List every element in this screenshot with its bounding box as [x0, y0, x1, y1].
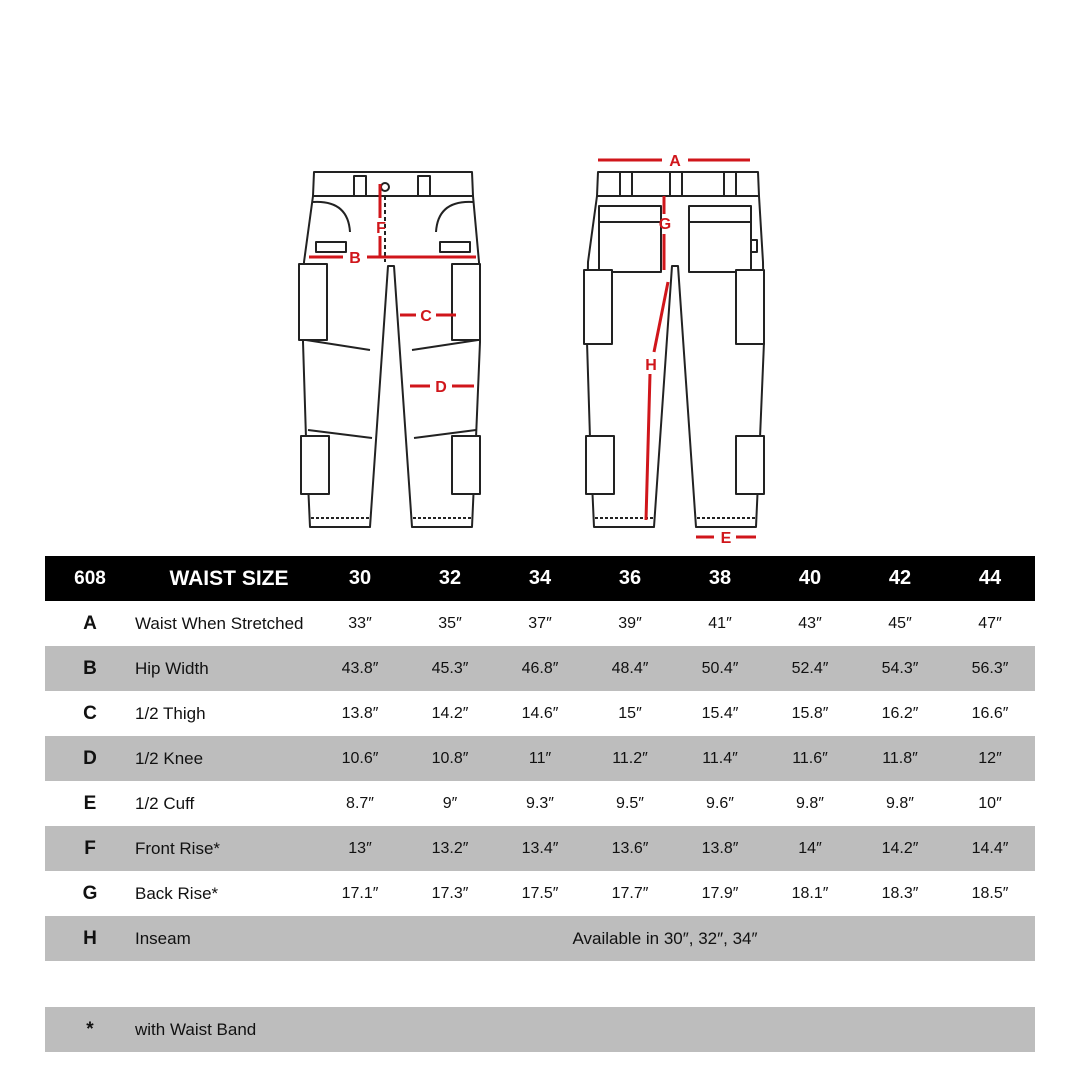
table-row: [45, 601, 1035, 646]
measure-cell: 13.4″: [521, 840, 559, 857]
row-letter: H: [83, 928, 97, 949]
label-h: H: [645, 357, 657, 374]
measure-cell: 17.1″: [341, 885, 379, 902]
measure-cell: 45″: [888, 615, 912, 632]
measure-cell: 17.5″: [521, 885, 559, 902]
measure-cell: 9.5″: [616, 795, 644, 812]
front-view-pants: [299, 172, 480, 527]
measure-cell: 13.6″: [611, 840, 649, 857]
label-f: F: [376, 220, 386, 237]
footnote-row: [45, 1007, 1035, 1052]
measure-cell: 11.6″: [792, 750, 828, 767]
label-a: A: [669, 153, 681, 170]
table-row: [45, 736, 1035, 781]
row-label: 1/2 Cuff: [135, 794, 195, 813]
size-header: 44: [978, 567, 1002, 589]
size-chart-table: [45, 556, 1035, 1052]
label-d: D: [435, 379, 447, 396]
measure-cell: 33″: [348, 615, 372, 632]
measure-cell: 45.3″: [431, 660, 469, 677]
measure-cell: 8.7″: [346, 795, 374, 812]
measure-cell: 13.2″: [431, 840, 469, 857]
measure-cell: 9.6″: [706, 795, 734, 812]
table-row: [45, 691, 1035, 736]
measure-cell: 18.3″: [881, 885, 919, 902]
table-spacer: [45, 961, 1035, 1007]
measure-cell: 10.8″: [431, 750, 469, 767]
measure-cell: 15″: [618, 705, 642, 722]
label-b: B: [349, 250, 361, 267]
measure-cell: 9.3″: [526, 795, 554, 812]
measure-cell: 9.8″: [886, 795, 914, 812]
label-e: E: [720, 530, 732, 547]
measure-cell: 9.8″: [796, 795, 824, 812]
label-c: C: [420, 308, 432, 325]
table-row-inseam: [45, 916, 1035, 961]
size-header: 38: [708, 567, 732, 589]
measure-cell: 10.6″: [341, 750, 379, 767]
size-header: 36: [618, 567, 642, 589]
row-letter: B: [83, 658, 97, 679]
row-letter: E: [83, 793, 97, 814]
measure-cell: 50.4″: [701, 660, 739, 677]
table-row: [45, 646, 1035, 691]
measure-cell: 13.8″: [701, 840, 739, 857]
measure-cell: 11.4″: [702, 750, 738, 767]
measure-cell: 15.4″: [701, 705, 739, 722]
measure-cell: 18.5″: [971, 885, 1009, 902]
row-letter: A: [83, 613, 97, 634]
measure-cell: 14.6″: [521, 705, 559, 722]
measure-cell: 43″: [798, 615, 822, 632]
measure-cell: 11.8″: [882, 750, 918, 767]
row-label: 1/2 Thigh: [135, 704, 206, 723]
size-header: 32: [438, 567, 462, 589]
measure-cell: 17.7″: [611, 885, 649, 902]
measure-cell: 11.2″: [612, 750, 648, 767]
measure-cell: 13″: [348, 840, 372, 857]
waist-size-heading: WAIST SIZE: [169, 567, 289, 590]
measure-cell: 17.3″: [431, 885, 469, 902]
measure-cell: 48.4″: [611, 660, 649, 677]
measure-cell: 16.6″: [971, 705, 1009, 722]
row-label: Front Rise*: [135, 839, 221, 858]
row-letter: G: [82, 883, 98, 904]
measure-cell: 14.2″: [431, 705, 469, 722]
measure-cell: 39″: [618, 615, 642, 632]
measure-cell: 52.4″: [791, 660, 829, 677]
measure-cell: 11″: [528, 750, 552, 767]
measure-cell: 16.2″: [881, 705, 919, 722]
measure-cell: 17.9″: [701, 885, 739, 902]
measure-cell: 14″: [798, 840, 822, 857]
measure-cell: 13.8″: [341, 705, 379, 722]
measure-cell: 37″: [528, 615, 552, 632]
row-label: Waist When Stretched: [135, 614, 304, 633]
measure-cell: 14.4″: [971, 840, 1009, 857]
measure-cell: 43.8″: [341, 660, 379, 677]
footnote-marker: *: [86, 1019, 94, 1040]
measure-cell: 18.1″: [791, 885, 829, 902]
measure-cell: 15.8″: [791, 705, 829, 722]
measure-cell: 35″: [438, 615, 462, 632]
table-row: [45, 826, 1035, 871]
inseam-availability-note: Available in 30″, 32″, 34″: [572, 929, 758, 948]
row-letter: C: [83, 703, 97, 724]
measure-cell: 12″: [978, 750, 1002, 767]
style-number: 608: [74, 568, 106, 589]
table-header-row: [45, 556, 1035, 601]
size-header: 30: [348, 567, 372, 589]
measure-cell: 9″: [442, 795, 458, 812]
row-letter: D: [83, 748, 97, 769]
size-header: 34: [528, 567, 552, 589]
measure-cell: 54.3″: [881, 660, 919, 677]
row-label: Hip Width: [135, 659, 209, 678]
measure-cell: 56.3″: [971, 660, 1009, 677]
measure-cell: 46.8″: [521, 660, 559, 677]
table-row: [45, 871, 1035, 916]
back-view-pants: [584, 172, 764, 527]
measure-cell: 10″: [978, 795, 1002, 812]
row-letter: F: [84, 838, 96, 859]
table-row: [45, 781, 1035, 826]
row-label: 1/2 Knee: [135, 749, 204, 768]
footnote-text: with Waist Band: [135, 1020, 257, 1039]
measure-cell: 41″: [708, 615, 732, 632]
row-label: Back Rise*: [135, 884, 219, 903]
row-label: Inseam: [135, 929, 191, 948]
label-g: G: [658, 216, 672, 233]
size-header: 40: [798, 567, 822, 589]
measure-cell: 47″: [978, 615, 1002, 632]
size-header: 42: [888, 567, 912, 589]
measure-cell: 14.2″: [881, 840, 919, 857]
